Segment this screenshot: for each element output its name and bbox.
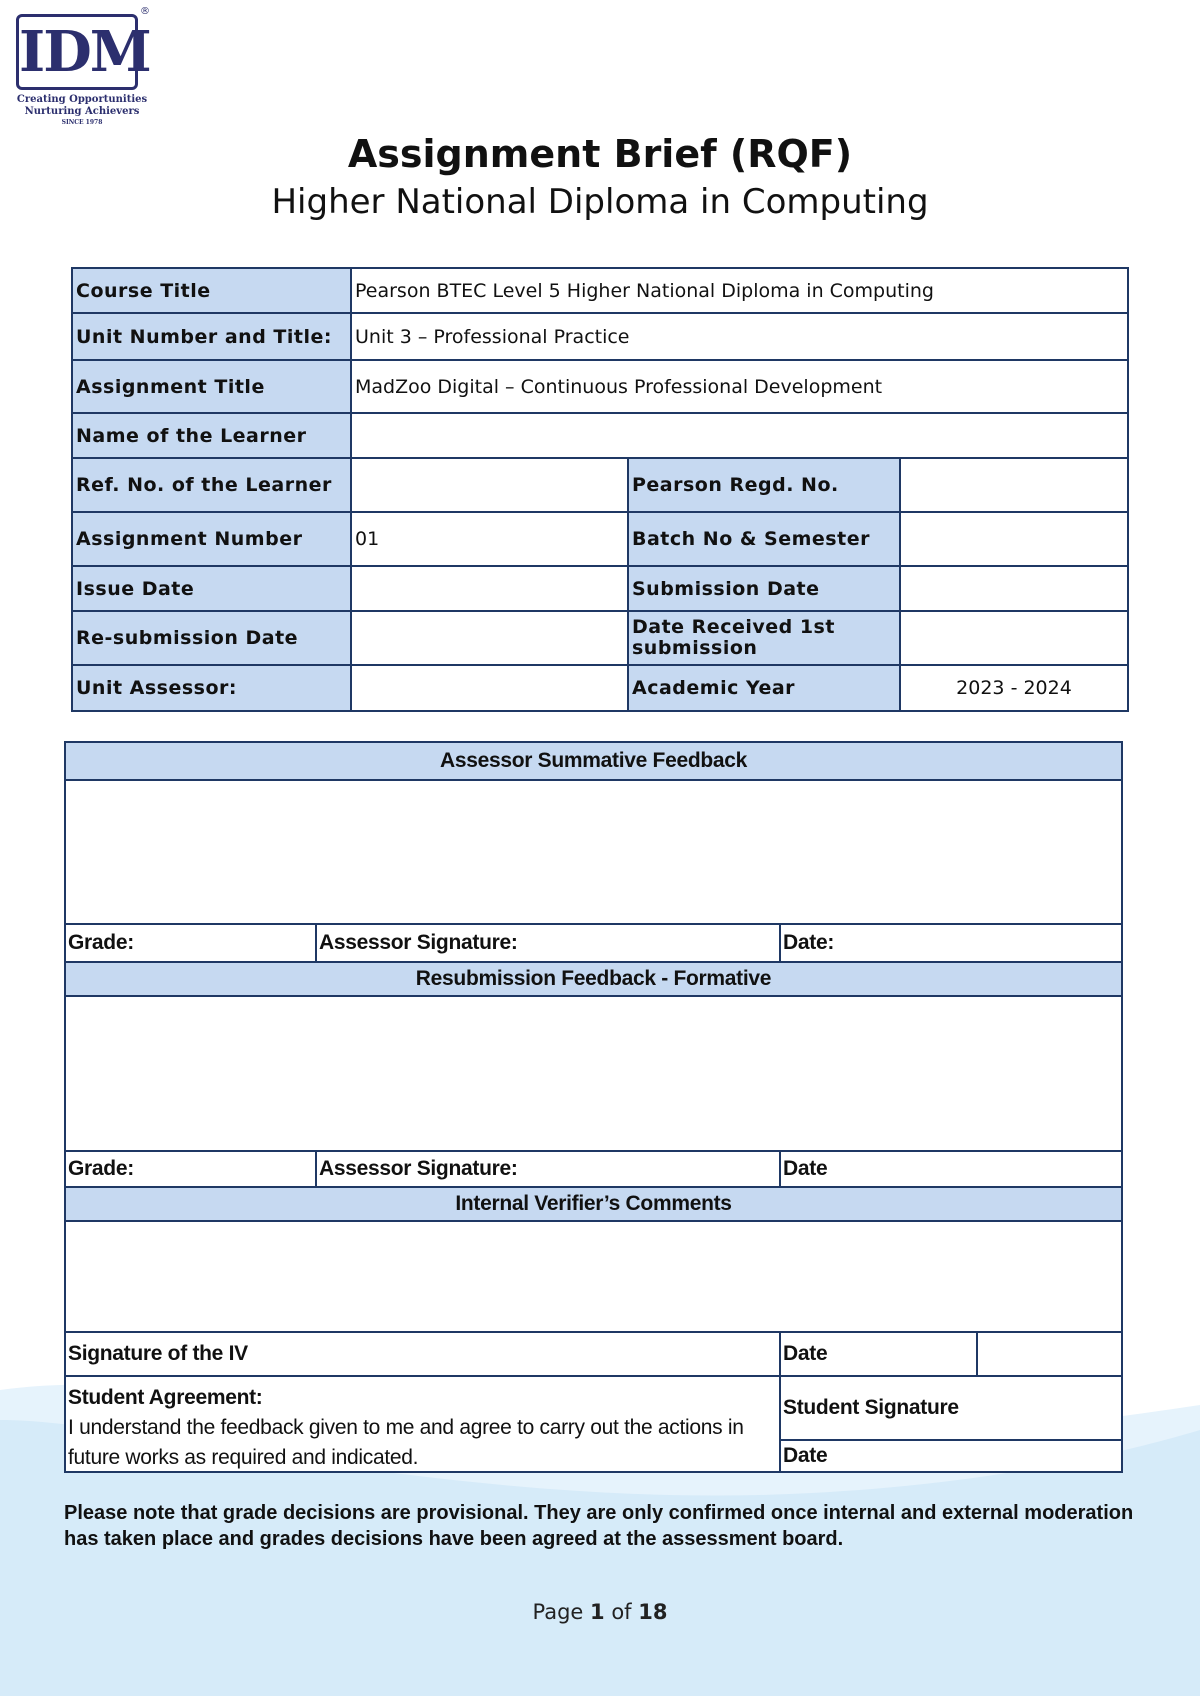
student-date-label: Date bbox=[779, 1439, 1123, 1473]
date-received-value[interactable] bbox=[899, 610, 1129, 666]
page-subtitle: Higher National Diploma in Computing bbox=[271, 182, 929, 222]
learner-name-value[interactable] bbox=[350, 412, 1129, 459]
unit-value: Unit 3 – Professional Practice bbox=[350, 312, 1129, 361]
logo-mark: IDM bbox=[16, 14, 138, 90]
formative-grade-label: Grade: bbox=[64, 1150, 317, 1188]
assignment-title-value: MadZoo Digital – Continuous Professional Development bbox=[350, 359, 1129, 414]
issue-date-label: Issue Date bbox=[71, 565, 352, 612]
submission-date-value[interactable] bbox=[899, 565, 1129, 612]
summative-feedback-heading: Assessor Summative Feedback bbox=[64, 741, 1123, 781]
page-of: of bbox=[611, 1600, 632, 1624]
assignment-number-value: 01 bbox=[350, 511, 629, 567]
course-title-value: Pearson BTEC Level 5 Higher National Diploma in Computing bbox=[350, 267, 1129, 314]
batch-label: Batch No & Semester bbox=[627, 511, 901, 567]
student-agreement bbox=[64, 1375, 781, 1473]
summative-date-label: Date: bbox=[779, 923, 1123, 963]
feedback-table bbox=[64, 741, 1123, 1473]
iv-comments-heading: Internal Verifier’s Comments bbox=[64, 1186, 1123, 1222]
page-title: Assignment Brief (RQF) bbox=[347, 132, 853, 176]
pearson-regd-label: Pearson Regd. No. bbox=[627, 457, 901, 513]
summative-feedback-area[interactable] bbox=[64, 779, 1123, 925]
formative-feedback-area[interactable] bbox=[64, 995, 1123, 1152]
learner-name-label: Name of the Learner bbox=[71, 412, 352, 459]
page-number bbox=[0, 1600, 1200, 1624]
page-total: 18 bbox=[638, 1600, 668, 1624]
iv-comments-area[interactable] bbox=[64, 1220, 1123, 1333]
assignment-title-label: Assignment Title bbox=[71, 359, 352, 414]
unit-label: Unit Number and Title: bbox=[71, 312, 352, 361]
unit-assessor-value[interactable] bbox=[350, 664, 629, 712]
logo-tagline-3: SINCE 1978 bbox=[61, 119, 103, 126]
pearson-regd-value[interactable] bbox=[899, 457, 1129, 513]
formative-date-label: Date bbox=[779, 1150, 1123, 1188]
academic-year-value: 2023 - 2024 bbox=[899, 664, 1129, 712]
logo-tagline-2: Nurturing Achievers bbox=[24, 106, 140, 117]
page-prefix: Page bbox=[532, 1600, 584, 1624]
student-signature-label: Student Signature bbox=[779, 1375, 1123, 1441]
iv-signature-label: Signature of the IV bbox=[64, 1331, 781, 1377]
grade-decision-note: Please note that grade decisions are provisional. They are only confirmed once internal and external moderation has taken place and grades decisions have been agreed at the assessment board. bbox=[64, 1502, 1134, 1550]
iv-date-value[interactable] bbox=[976, 1331, 1123, 1377]
student-agreement-text: I understand the feedback given to me and agree to carry out the actions in future works as required and indicated. bbox=[68, 1416, 744, 1469]
unit-assessor-label: Unit Assessor: bbox=[71, 664, 352, 712]
iv-date-label: Date bbox=[779, 1331, 978, 1377]
submission-date-label: Submission Date bbox=[627, 565, 901, 612]
resubmission-date-value[interactable] bbox=[350, 610, 629, 666]
issue-date-value[interactable] bbox=[350, 565, 629, 612]
date-received-label: Date Received 1st submission bbox=[627, 610, 901, 666]
registered-mark: ® bbox=[140, 6, 150, 17]
ref-no-value[interactable] bbox=[350, 457, 629, 513]
assignment-number-label: Assignment Number bbox=[71, 511, 352, 567]
idm-logo bbox=[12, 6, 152, 126]
student-agreement-title: Student Agreement: bbox=[68, 1386, 263, 1409]
logo-tagline-1: Creating Opportunities bbox=[16, 94, 148, 105]
formative-assessor-signature-label: Assessor Signature: bbox=[315, 1150, 781, 1188]
formative-feedback-heading: Resubmission Feedback - Formative bbox=[64, 961, 1123, 997]
assignment-info-table bbox=[71, 267, 1129, 717]
resubmission-date-label: Re-submission Date bbox=[71, 610, 352, 666]
page-current: 1 bbox=[590, 1600, 605, 1624]
summative-assessor-signature-label: Assessor Signature: bbox=[315, 923, 781, 963]
summative-grade-label: Grade: bbox=[64, 923, 317, 963]
ref-no-label: Ref. No. of the Learner bbox=[71, 457, 352, 513]
batch-value[interactable] bbox=[899, 511, 1129, 567]
course-title-label: Course Title bbox=[71, 267, 352, 314]
academic-year-label: Academic Year bbox=[627, 664, 901, 712]
